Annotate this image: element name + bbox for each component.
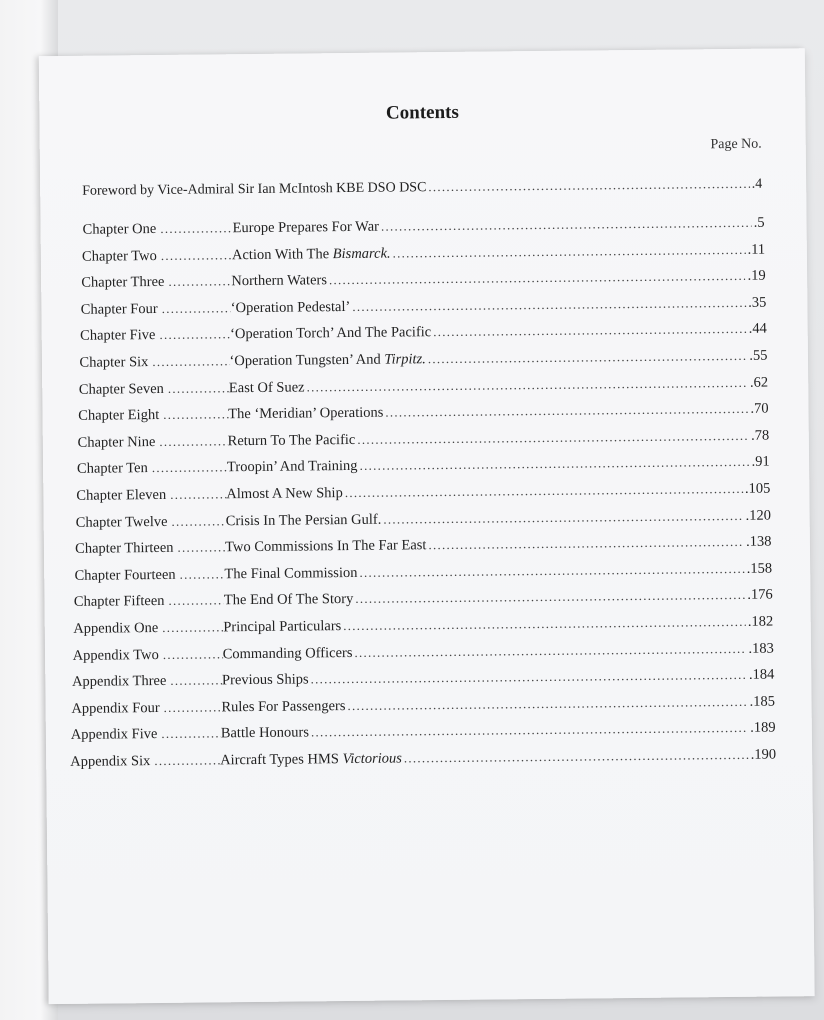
entry-label-text: Chapter Five [80, 327, 156, 345]
toc-entry [83, 215, 765, 239]
entry-page-number: .158 [746, 560, 773, 577]
toc-entry [74, 587, 773, 611]
dot-leader [428, 348, 748, 367]
entry-title-text: Aircraft Types HMS [220, 751, 343, 769]
dot-leader [168, 273, 231, 291]
entry-label-text: Chapter Nine [77, 433, 156, 451]
entry-title [221, 698, 345, 716]
entry-label-text: Chapter Six [79, 354, 149, 371]
dot-leader [163, 646, 223, 664]
entry-label [77, 460, 227, 479]
entry-label [73, 646, 223, 665]
entry-label [78, 433, 228, 452]
entry-title [222, 672, 309, 690]
dot-leader [168, 380, 229, 398]
toc-entry [75, 534, 772, 558]
entry-label-text: Chapter Thirteen [75, 540, 174, 558]
dot-leader [428, 534, 744, 553]
entry-label-text: Appendix Six [70, 753, 151, 770]
entry-label-text: Appendix Three [71, 673, 167, 691]
entry-page-number: .183 [748, 640, 774, 657]
toc-entry [80, 321, 767, 345]
dot-leader [311, 667, 748, 688]
entry-title-text: Principal Particulars [223, 618, 342, 636]
entry-page-number: .91 [751, 453, 770, 471]
entry-title-text: Action With The [231, 245, 333, 263]
entry-label [81, 300, 231, 319]
entry-label [83, 220, 233, 239]
entry-label-text: Chapter Eleven [76, 486, 167, 504]
dot-leader [170, 673, 222, 691]
dot-leader [152, 460, 227, 478]
dot-leader [428, 176, 749, 195]
entry-label [73, 619, 223, 638]
toc-entry [74, 560, 772, 584]
entry-title [225, 537, 426, 556]
toc-entry [73, 640, 774, 664]
entry-title [229, 379, 305, 397]
entry-page-number: .78 [750, 427, 770, 444]
entry-label-text: Chapter Twelve [75, 513, 168, 531]
entry-page-number: .184 [748, 666, 775, 683]
toc-entry [76, 481, 770, 505]
entry-title [230, 325, 431, 344]
dot-leader [393, 241, 746, 261]
dot-leader [171, 513, 225, 531]
dot-leader [162, 619, 223, 637]
entry-label-text: Chapter Two [81, 247, 157, 265]
dot-leader [159, 327, 230, 345]
dot-leader [180, 566, 225, 583]
toc-entry [81, 268, 766, 292]
toc-entry [76, 507, 771, 531]
entry-page-number: .185 [749, 693, 776, 710]
dot-leader [168, 593, 224, 611]
entry-label [82, 247, 232, 266]
entry-label-text: Appendix Four [71, 699, 160, 717]
toc-entry [78, 401, 769, 425]
dot-leader [347, 694, 747, 714]
entry-title [221, 725, 309, 743]
entry-page-number: .35 [748, 294, 767, 311]
entry-title-text: Two Commissions In The Far East [225, 537, 427, 556]
dot-leader [163, 406, 228, 424]
entry-page-number: .190 [750, 746, 777, 763]
entry-label-text: Appendix Five [70, 726, 158, 744]
entry-page-number: .189 [750, 719, 776, 737]
entry-label [70, 752, 220, 771]
dot-leader [162, 300, 231, 318]
toc-entry [71, 693, 775, 717]
entry-label-text: Chapter Seven [78, 380, 164, 398]
dot-leader [381, 215, 752, 235]
toc-entry [81, 294, 767, 318]
entry-page-number: .105 [744, 480, 771, 497]
entry-title-text: ‘Operation Torch’ And The Pacific [230, 324, 432, 343]
toc-entry [73, 614, 773, 638]
entry-label [72, 673, 222, 692]
entry-label [71, 699, 221, 718]
dot-leader [164, 699, 222, 717]
dot-leader [159, 433, 227, 451]
dot-leader [152, 353, 229, 371]
toc-entry [71, 720, 776, 744]
entry-title [226, 485, 343, 503]
foreword-entry [82, 176, 762, 200]
dot-leader [355, 587, 745, 607]
entry-title [231, 272, 327, 290]
entry-page-number: .138 [746, 533, 772, 551]
contents-page [39, 48, 815, 1004]
dot-leader [359, 561, 744, 581]
entry-label [71, 726, 221, 745]
entry-title-text: ‘Operation Pedestal’ [230, 298, 351, 317]
toc-entry [70, 747, 776, 771]
entry-title-text: Troopin’ And Training [226, 458, 358, 476]
entry-page-number: .11 [747, 241, 766, 258]
entry-label [81, 273, 231, 292]
entry-title [220, 750, 402, 769]
entry-title-text: ‘Operation Tungsten’ And [229, 351, 385, 370]
dot-leader [385, 401, 748, 421]
entry-page-number: .70 [750, 400, 769, 417]
entry-page-number: .19 [747, 267, 766, 284]
entry-title-text: East Of Suez [228, 379, 305, 396]
dot-leader [345, 481, 743, 501]
entry-label-text: Chapter Four [80, 300, 158, 318]
toc-entry [78, 427, 770, 451]
entry-label [80, 327, 230, 346]
dot-leader [306, 374, 748, 395]
dot-leader [160, 220, 232, 238]
entry-page-number: .5 [753, 214, 765, 231]
dot-leader [352, 295, 746, 315]
entry-title-text: Battle Honours [220, 724, 310, 742]
entry-title-text: The End Of The Story [223, 591, 354, 609]
entry-title [228, 432, 356, 450]
entry-title-text: Rules For Passengers [221, 697, 346, 716]
entry-title [228, 405, 383, 424]
dot-leader [404, 747, 749, 767]
entry-label-text: Chapter Three [81, 274, 165, 291]
foreword-label: Foreword by Vice-Admiral Sir Ian McIntosh KBE DSO DSC [82, 180, 427, 199]
entry-title [226, 511, 382, 530]
entry-label [76, 486, 226, 505]
entry-page-number: .182 [747, 613, 774, 630]
entry-label [76, 513, 226, 532]
entry-title-text: Crisis In The Persian Gulf. [225, 511, 382, 529]
toc-entry [77, 454, 770, 478]
dot-leader [433, 321, 747, 340]
entry-title-text: The Final Commission [224, 564, 358, 583]
entry-label [74, 566, 224, 585]
dot-leader [161, 247, 232, 265]
toc-entry [79, 374, 768, 398]
entry-label-text: Chapter Fourteen [74, 566, 176, 584]
dot-leader [343, 614, 746, 634]
entry-title-italic: Bismarck. [332, 245, 391, 262]
entry-title [224, 591, 354, 609]
dot-leader [359, 454, 749, 474]
entry-page-number: .120 [745, 507, 771, 524]
entry-title [227, 458, 358, 476]
entry-title-text: Commanding Officers [222, 644, 353, 662]
dot-leader [383, 507, 743, 527]
entry-label [79, 380, 229, 399]
entry-title-italic: Tirpitz. [384, 351, 426, 368]
dot-leader [170, 486, 226, 504]
dot-leader [154, 752, 220, 770]
dot-leader [354, 640, 746, 660]
entry-label [79, 353, 229, 372]
entry-label [74, 593, 224, 612]
entry-title-text: Previous Ships [221, 671, 309, 689]
foreword-page: .4 [751, 176, 763, 192]
entry-label-text: Chapter Ten [76, 460, 148, 478]
entry-title [231, 299, 351, 317]
entry-title [233, 219, 380, 238]
entry-page-number: .62 [749, 374, 769, 391]
entry-title-text: Return To The Pacific [227, 431, 356, 450]
page-title: Contents [385, 101, 459, 124]
entry-title [232, 245, 391, 264]
toc-entry [79, 348, 767, 372]
entry-title [223, 618, 341, 636]
entry-page-number: .55 [749, 347, 768, 364]
dot-leader [161, 726, 221, 744]
entry-label-text: Chapter One [82, 220, 157, 238]
entry-label-text: Appendix One [73, 619, 159, 637]
entry-title-text: The ‘Meridian’ Operations [228, 404, 384, 423]
entry-title [223, 645, 353, 663]
entry-title-text: Almost A New Ship [226, 485, 343, 503]
dot-leader [177, 539, 225, 556]
entry-title-italic: Victorious [342, 750, 402, 768]
dot-leader [329, 268, 746, 288]
page-number-header: Page No. [710, 136, 762, 153]
entry-title [224, 565, 357, 583]
entry-label-text: Chapter Eight [78, 407, 160, 425]
entry-label [75, 539, 225, 558]
toc-entry [82, 241, 765, 265]
entry-label-text: Chapter Fifteen [73, 593, 165, 611]
entry-title-text: Northern Waters [231, 272, 328, 290]
dot-leader [311, 720, 748, 741]
entry-label-text: Appendix Two [72, 646, 159, 664]
entry-page-number: .176 [747, 586, 773, 604]
toc-entry [72, 667, 775, 691]
entry-title-text: Europe Prepares For War [232, 218, 380, 237]
entry-label [78, 406, 228, 425]
entry-page-number: .44 [748, 320, 767, 338]
entry-title [229, 351, 425, 370]
dot-leader [357, 428, 749, 448]
